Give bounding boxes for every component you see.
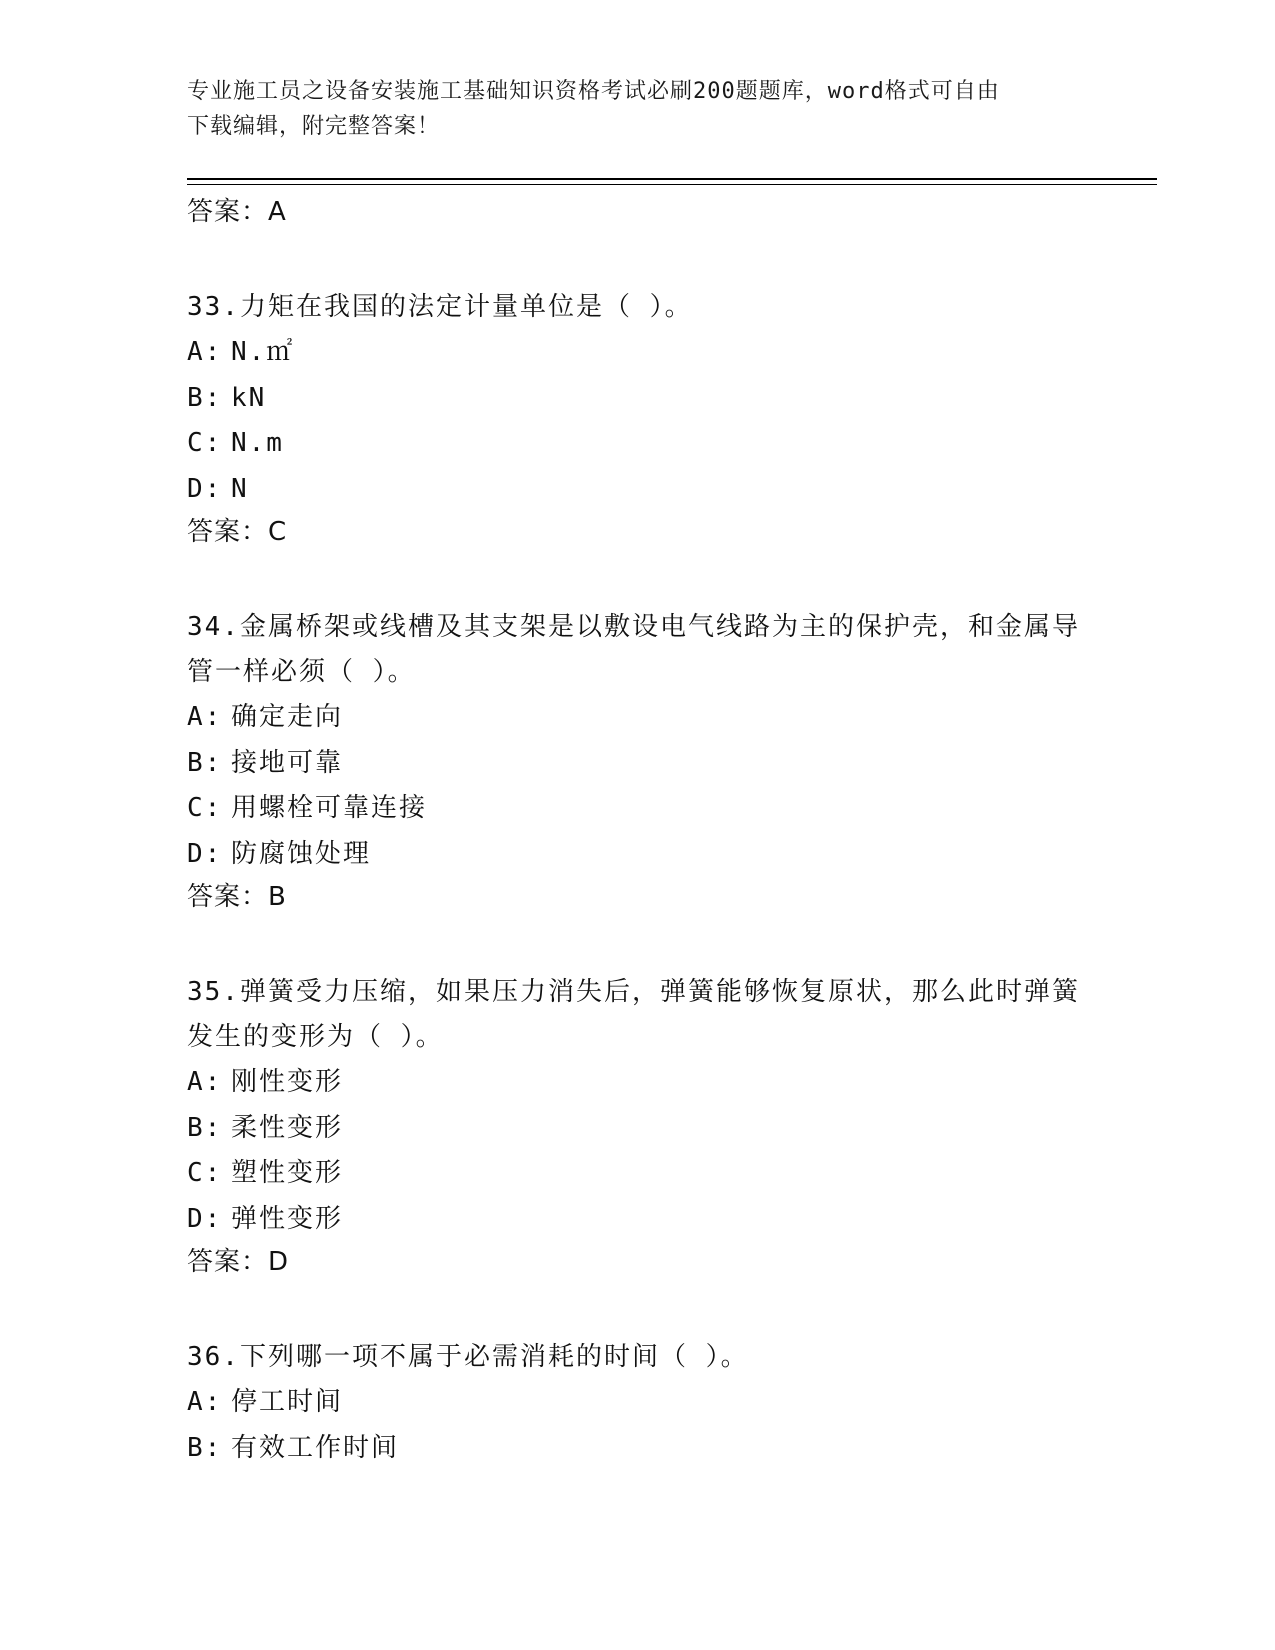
option-d — [187, 1197, 1087, 1243]
answer-line: 答案：B — [187, 882, 287, 912]
question-33 — [187, 285, 1087, 552]
option-key: B: — [187, 747, 223, 778]
option-key: B: — [187, 1432, 223, 1463]
option-text: kN — [231, 382, 267, 413]
option-c — [187, 421, 1087, 467]
option-b — [187, 741, 1087, 787]
option-d — [187, 467, 1087, 513]
option-text: 停工时间 — [231, 1387, 344, 1417]
header-line-2: 下载编辑，附完整答案！ — [187, 114, 441, 139]
option-c — [187, 786, 1087, 832]
option-text: 用螺栓可靠连接 — [231, 793, 428, 823]
option-b — [187, 1426, 1087, 1472]
option-a — [187, 1060, 1087, 1106]
option-key: D: — [187, 473, 223, 504]
option-key: B: — [187, 382, 223, 413]
option-key: C: — [187, 1158, 223, 1188]
question-text: 36.下列哪一项不属于必需消耗的时间（ ）。 — [187, 1342, 749, 1372]
option-key: C: — [187, 793, 223, 823]
option-key: A: — [187, 337, 223, 367]
option-c — [187, 1151, 1087, 1197]
option-d — [187, 832, 1087, 878]
header-rule-bottom — [187, 184, 1157, 185]
option-text: N.㎡ — [231, 337, 295, 367]
option-key: A: — [187, 1067, 223, 1097]
header-rule-top — [187, 178, 1157, 180]
answer-line: 答案：C — [187, 517, 288, 547]
option-b — [187, 1106, 1087, 1152]
option-text: 接地可靠 — [231, 747, 344, 778]
option-b — [187, 376, 1087, 422]
option-a — [187, 330, 1087, 376]
question-text: 33.力矩在我国的法定计量单位是（ ）。 — [187, 292, 693, 322]
header-line-1: 专业施工员之设备安装施工基础知识资格考试必刷200题题库，word格式可自由 — [187, 79, 1000, 104]
option-text: 防腐蚀处理 — [231, 838, 372, 869]
answer-line: 答案：A — [187, 197, 287, 227]
option-key: D: — [187, 1203, 223, 1234]
option-text: 塑性变形 — [231, 1158, 344, 1188]
option-text: 有效工作时间 — [231, 1432, 400, 1463]
question-34 — [187, 605, 1087, 917]
question-36 — [187, 1335, 1087, 1471]
option-text: 刚性变形 — [231, 1067, 344, 1097]
option-a — [187, 695, 1087, 741]
option-key: A: — [187, 702, 223, 732]
option-key: B: — [187, 1112, 223, 1143]
option-key: C: — [187, 428, 223, 458]
option-a — [187, 1380, 1087, 1426]
option-text: N — [231, 473, 249, 504]
document-header — [187, 74, 1067, 144]
question-text: 35.弹簧受力压缩，如果压力消失后，弹簧能够恢复原状，那么此时弹簧发生的变形为（ ）。 — [187, 977, 1080, 1052]
option-text: 弹性变形 — [231, 1203, 344, 1234]
option-text: 柔性变形 — [231, 1112, 344, 1143]
question-text: 34.金属桥架或线槽及其支架是以敷设电气线路为主的保护壳，和金属导管一样必须（ ）。 — [187, 612, 1080, 687]
option-key: D: — [187, 838, 223, 869]
option-text: N.m — [231, 428, 284, 458]
option-key: A: — [187, 1387, 223, 1417]
option-text: 确定走向 — [231, 702, 344, 732]
document-body — [187, 192, 1087, 1471]
answer-line: 答案：D — [187, 1247, 290, 1277]
question-35 — [187, 970, 1087, 1282]
